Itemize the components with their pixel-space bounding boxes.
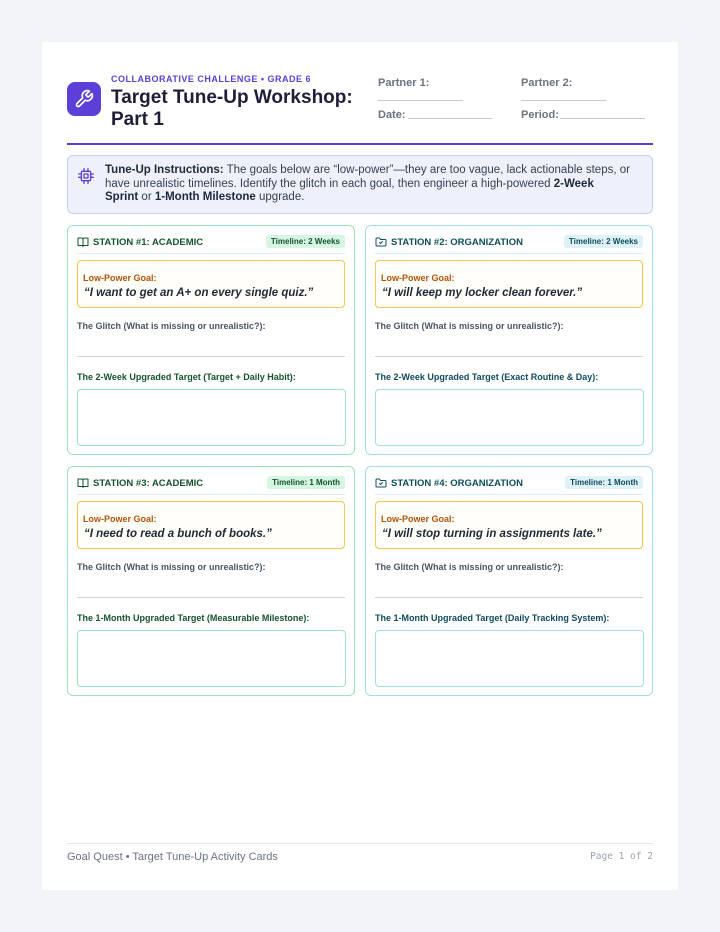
upgrade-answer-box[interactable] [77, 630, 346, 687]
goal-label: Low-Power Goal: [381, 273, 455, 283]
upgrade-answer-box[interactable] [375, 389, 644, 446]
timeline-badge: Timeline: 2 Weeks [564, 235, 643, 248]
page-number: Page 1 of 2 [590, 851, 653, 862]
date-field[interactable] [408, 118, 492, 119]
instructions-or: or [138, 191, 155, 203]
station-card-1 [67, 225, 355, 455]
upgrade-label: The 2-Week Upgraded Target (Target + Daily Habit): [77, 372, 296, 382]
upgrade-label: The 2-Week Upgraded Target (Exact Routine & Day): [375, 372, 599, 382]
instructions-sprint: 2-Week Sprint [105, 177, 594, 203]
glitch-label: The Glitch (What is missing or unrealistic?): [375, 562, 564, 572]
station-card-4 [365, 466, 653, 696]
upgrade-label: The 1-Month Upgraded Target (Daily Tracking System): [375, 613, 610, 623]
goal-text: “I want to get an A+ on every single quiz.” [84, 287, 314, 299]
glitch-label: The Glitch (What is missing or unrealistic?): [375, 321, 564, 331]
book-icon [77, 236, 89, 248]
folder-icon [375, 236, 387, 248]
date-label: Date: [378, 109, 406, 121]
station-header [77, 475, 345, 495]
instructions-body: The goals below are “low-power”—they are too vague, lack actionable steps, or have unrealistic timelines. Identify the glitch in each goal, then engineer a high-powered [105, 164, 630, 190]
glitch-answer-line[interactable] [77, 356, 345, 357]
glitch-answer-line[interactable] [375, 597, 643, 598]
instructions-lead: Tune-Up Instructions: [105, 164, 224, 176]
station-card-2 [365, 225, 653, 455]
period-label: Period: [521, 109, 559, 121]
timeline-badge: Timeline: 1 Month [267, 476, 345, 489]
logo [67, 82, 101, 116]
partner2-field[interactable] [521, 100, 606, 101]
footer-divider [67, 843, 653, 844]
instructions-milestone: 1-Month Milestone [154, 191, 256, 203]
goal-text: “I will keep my locker clean forever.” [382, 287, 583, 299]
glitch-answer-line[interactable] [77, 597, 345, 598]
page-title: Target Tune-Up Workshop: Part 1 [111, 87, 353, 130]
header-divider [67, 143, 653, 145]
partner1-label: Partner 1: [378, 77, 430, 89]
upgrade-answer-box[interactable] [375, 630, 644, 687]
station-title: STATION #3: ACADEMIC [93, 478, 204, 489]
low-power-goal-box [77, 260, 345, 308]
eyebrow-text: COLLABORATIVE CHALLENGE • GRADE 6 [111, 74, 311, 84]
low-power-goal-box [375, 501, 643, 549]
goal-label: Low-Power Goal: [381, 514, 455, 524]
station-title: STATION #1: ACADEMIC [93, 237, 204, 248]
timeline-badge: Timeline: 2 Weeks [266, 235, 345, 248]
glitch-answer-line[interactable] [375, 356, 643, 357]
instructions-panel [67, 155, 653, 214]
station-title: STATION #4: ORGANIZATION [391, 478, 523, 489]
book-icon [77, 477, 89, 489]
partner1-field[interactable] [378, 100, 463, 101]
low-power-goal-box [77, 501, 345, 549]
glitch-label: The Glitch (What is missing or unrealistic?): [77, 321, 266, 331]
wrench-icon [74, 89, 94, 109]
upgrade-answer-box[interactable] [77, 389, 346, 446]
footer-title: Goal Quest • Target Tune-Up Activity Cards [67, 851, 278, 863]
glitch-label: The Glitch (What is missing or unrealistic?): [77, 562, 266, 572]
upgrade-label: The 1-Month Upgraded Target (Measurable Milestone): [77, 613, 310, 623]
station-header [375, 234, 643, 254]
goal-label: Low-Power Goal: [83, 514, 157, 524]
station-card-3 [67, 466, 355, 696]
station-title: STATION #2: ORGANIZATION [391, 237, 523, 248]
instructions-end: upgrade. [255, 191, 305, 203]
station-header [375, 475, 643, 495]
station-header [77, 234, 345, 254]
chip-icon [78, 168, 94, 184]
worksheet-page [42, 42, 678, 890]
goal-label: Low-Power Goal: [83, 273, 157, 283]
period-field[interactable] [560, 118, 645, 119]
partner2-label: Partner 2: [521, 77, 573, 89]
goal-text: “I will stop turning in assignments late.” [382, 528, 602, 540]
goal-text: “I need to read a bunch of books.” [84, 528, 272, 540]
low-power-goal-box [375, 260, 643, 308]
instructions-text [105, 164, 630, 205]
timeline-badge: Timeline: 1 Month [565, 476, 643, 489]
folder-icon [375, 477, 387, 489]
